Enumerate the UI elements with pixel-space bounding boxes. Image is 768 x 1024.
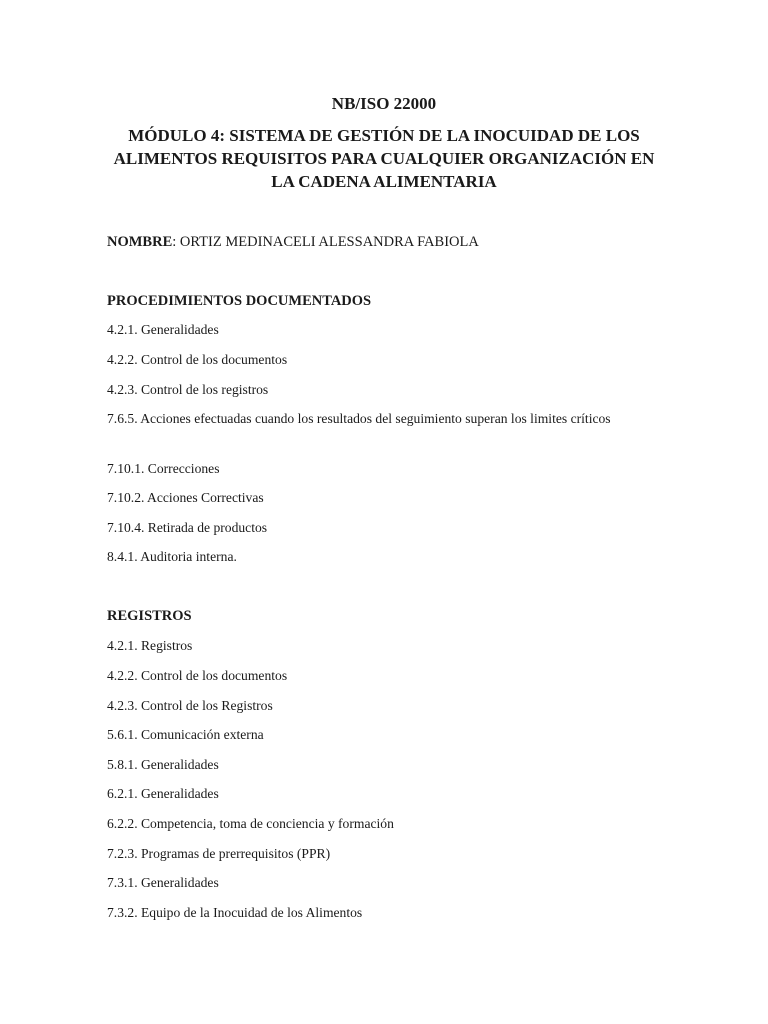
procedimiento-item: 7.6.5. Acciones efectuadas cuando los resultados del seguimiento superan los limites críticos [107,411,611,426]
procedimiento-item: 4.2.3. Control de los registros [107,382,269,397]
registro-item: 7.3.2. Equipo de la Inocuidad de los Alimentos [107,905,363,920]
registro-item: 7.3.1. Generalidades [107,875,219,890]
procedimiento-item: 8.4.1. Auditoria interna. [107,549,237,564]
registro-item: 4.2.3. Control de los Registros [107,698,273,713]
registro-item: 5.8.1. Generalidades [107,757,219,772]
procedimiento-item: 7.10.1. Correcciones [107,461,220,476]
name-line [107,232,479,252]
procedimientos-heading: PROCEDIMIENTOS DOCUMENTADOS [107,293,372,309]
procedimiento-item: 4.2.2. Control de los documentos [107,352,288,367]
registro-item: 6.2.1. Generalidades [107,786,219,801]
registro-item: 4.2.2. Control de los documentos [107,668,288,683]
procedimiento-item: 7.10.4. Retirada de productos [107,520,268,535]
document-title: NB/ISO 22000 [331,94,437,113]
registros-heading: REGISTROS [107,608,192,624]
name-value: : ORTIZ MEDINACELI ALESSANDRA FABIOLA [172,234,479,250]
name-label: NOMBRE [107,234,173,250]
registro-item: 5.6.1. Comunicación externa [107,727,264,742]
registro-item: 7.2.3. Programas de prerrequisitos (PPR) [107,846,331,861]
registro-item: 4.2.1. Registros [107,638,193,653]
procedimiento-item: 7.10.2. Acciones Correctivas [107,490,264,505]
module-title: MÓDULO 4: SISTEMA DE GESTIÓN DE LA INOCUIDAD DE LOS ALIMENTOS REQUISITOS PARA CUALQUIER ORGANIZACIÓN EN LA CADENA ALIMENTARIA [113,126,655,191]
procedimiento-item: 4.2.1. Generalidades [107,322,219,337]
registro-item: 6.2.2. Competencia, toma de conciencia y formación [107,816,394,831]
